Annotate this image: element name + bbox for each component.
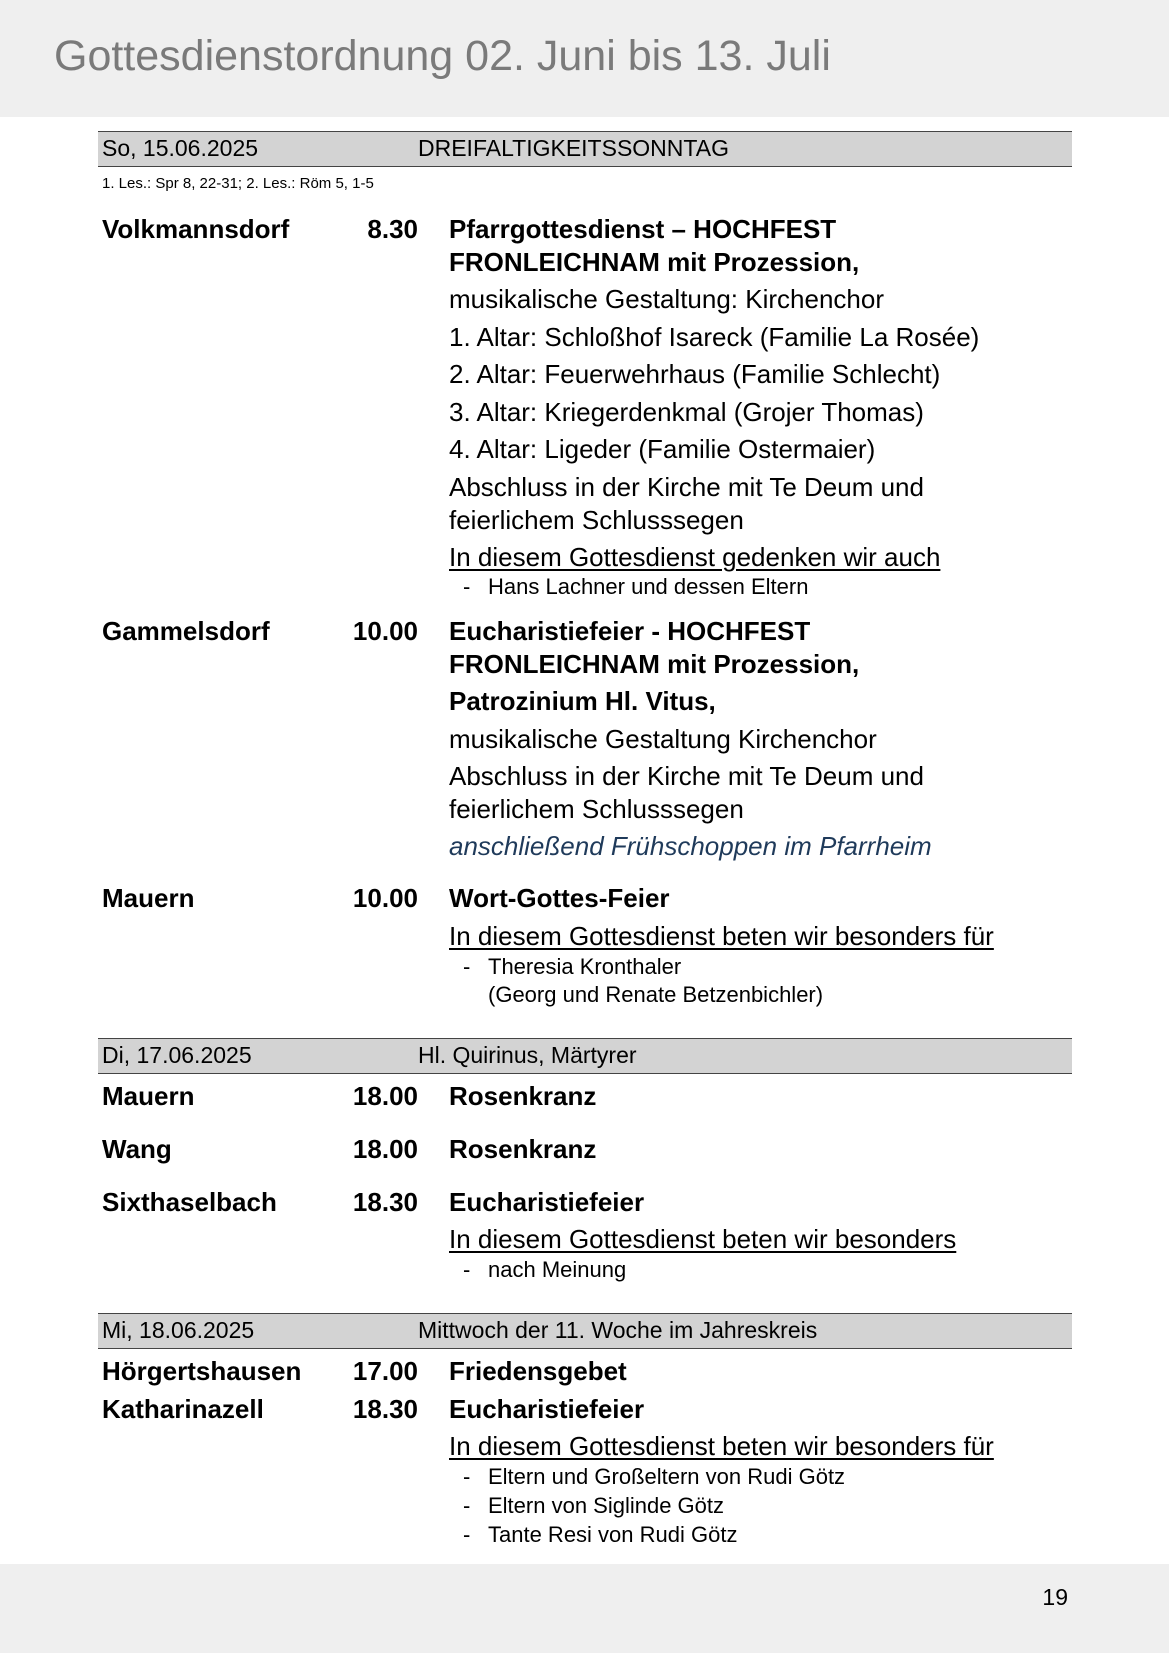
intention-item: - Tante Resi von Rudi Götz bbox=[463, 1522, 738, 1547]
service-note: 4. Altar: Ligeder (Familie Ostermaier) bbox=[449, 434, 876, 464]
service-title: Pfarrgottesdienst – HOCHFEST bbox=[449, 214, 837, 244]
service-time: 18.00 bbox=[352, 1081, 418, 1111]
service-note: Abschluss in der Kirche mit Te Deum und bbox=[449, 761, 924, 791]
page-number: 19 bbox=[1042, 1584, 1068, 1610]
intention-item: - Theresia Kronthaler bbox=[463, 954, 682, 979]
service-note: feierlichem Schlusssegen bbox=[449, 794, 744, 824]
readings: 1. Les.: Spr 8, 22-31; 2. Les.: Röm 5, 1-5 bbox=[102, 175, 374, 192]
service-place: Gammelsdorf bbox=[102, 616, 270, 646]
service-time: 10.00 bbox=[352, 616, 418, 646]
service-note: 2. Altar: Feuerwehrhaus (Familie Schlecht) bbox=[449, 359, 941, 389]
footer-band bbox=[0, 1564, 1169, 1653]
day-date: Mi, 18.06.2025 bbox=[102, 1317, 255, 1343]
intention-heading: In diesem Gottesdienst beten wir besonders bbox=[449, 1224, 957, 1254]
service-time: 18.30 bbox=[352, 1187, 418, 1217]
service-title: FRONLEICHNAM mit Prozession, bbox=[449, 247, 860, 277]
day-header bbox=[98, 1313, 1072, 1349]
service-note: Abschluss in der Kirche mit Te Deum und bbox=[449, 472, 924, 502]
intention-heading: In diesem Gottesdienst beten wir besonders für bbox=[449, 921, 994, 951]
service-place: Katharinazell bbox=[102, 1394, 264, 1424]
intention-item: - Eltern und Großeltern von Rudi Götz bbox=[463, 1464, 846, 1489]
service-time: 17.00 bbox=[352, 1356, 418, 1386]
day-feast: Mittwoch der 11. Woche im Jahreskreis bbox=[418, 1317, 818, 1343]
service-title: Friedensgebet bbox=[449, 1356, 627, 1386]
day-feast: Hl. Quirinus, Märtyrer bbox=[418, 1042, 637, 1068]
service-place: Sixthaselbach bbox=[102, 1187, 277, 1217]
service-time: 18.00 bbox=[352, 1134, 418, 1164]
service-time: 8.30 bbox=[367, 214, 418, 244]
service-title: Eucharistiefeier bbox=[449, 1187, 645, 1217]
service-note-italic: anschließend Frühschoppen im Pfarrheim bbox=[449, 831, 932, 861]
day-header bbox=[98, 1038, 1072, 1074]
service-title: Patrozinium Hl. Vitus, bbox=[449, 686, 716, 716]
intention-item-continued: (Georg und Renate Betzenbichler) bbox=[488, 982, 824, 1007]
service-time: 18.30 bbox=[352, 1394, 418, 1424]
service-note: 3. Altar: Kriegerdenkmal (Grojer Thomas) bbox=[449, 397, 924, 427]
service-title: Eucharistiefeier bbox=[449, 1394, 645, 1424]
page-title: Gottesdienstordnung 02. Juni bis 13. Juli bbox=[54, 32, 831, 80]
service-place: Volkmannsdorf bbox=[102, 214, 290, 244]
service-note: feierlichem Schlusssegen bbox=[449, 505, 744, 535]
service-note: musikalische Gestaltung Kirchenchor bbox=[449, 724, 877, 754]
intention-item: - Eltern von Siglinde Götz bbox=[463, 1493, 725, 1518]
service-title: Rosenkranz bbox=[449, 1134, 597, 1164]
service-place: Wang bbox=[102, 1134, 172, 1164]
intention-heading: In diesem Gottesdienst gedenken wir auch bbox=[449, 542, 941, 572]
intention-heading: In diesem Gottesdienst beten wir besonders für bbox=[449, 1431, 994, 1461]
service-title: Wort-Gottes-Feier bbox=[449, 883, 670, 913]
service-title: FRONLEICHNAM mit Prozession, bbox=[449, 649, 860, 679]
service-title: Eucharistiefeier - HOCHFEST bbox=[449, 616, 811, 646]
service-place: Mauern bbox=[102, 1081, 195, 1111]
service-note: musikalische Gestaltung: Kirchenchor bbox=[449, 284, 884, 314]
day-date: Di, 17.06.2025 bbox=[102, 1042, 252, 1068]
service-note: 1. Altar: Schloßhof Isareck (Familie La Rosée) bbox=[449, 322, 980, 352]
day-date: So, 15.06.2025 bbox=[102, 135, 259, 161]
service-place: Mauern bbox=[102, 883, 195, 913]
intention-item: - nach Meinung bbox=[463, 1257, 627, 1282]
service-time: 10.00 bbox=[352, 883, 418, 913]
header-band bbox=[0, 0, 1169, 117]
service-title: Rosenkranz bbox=[449, 1081, 597, 1111]
intention-item: - Hans Lachner und dessen Eltern bbox=[463, 574, 809, 599]
day-feast: DREIFALTIGKEITSSONNTAG bbox=[418, 135, 729, 161]
service-place: Hörgertshausen bbox=[102, 1356, 302, 1386]
day-header bbox=[98, 131, 1072, 167]
